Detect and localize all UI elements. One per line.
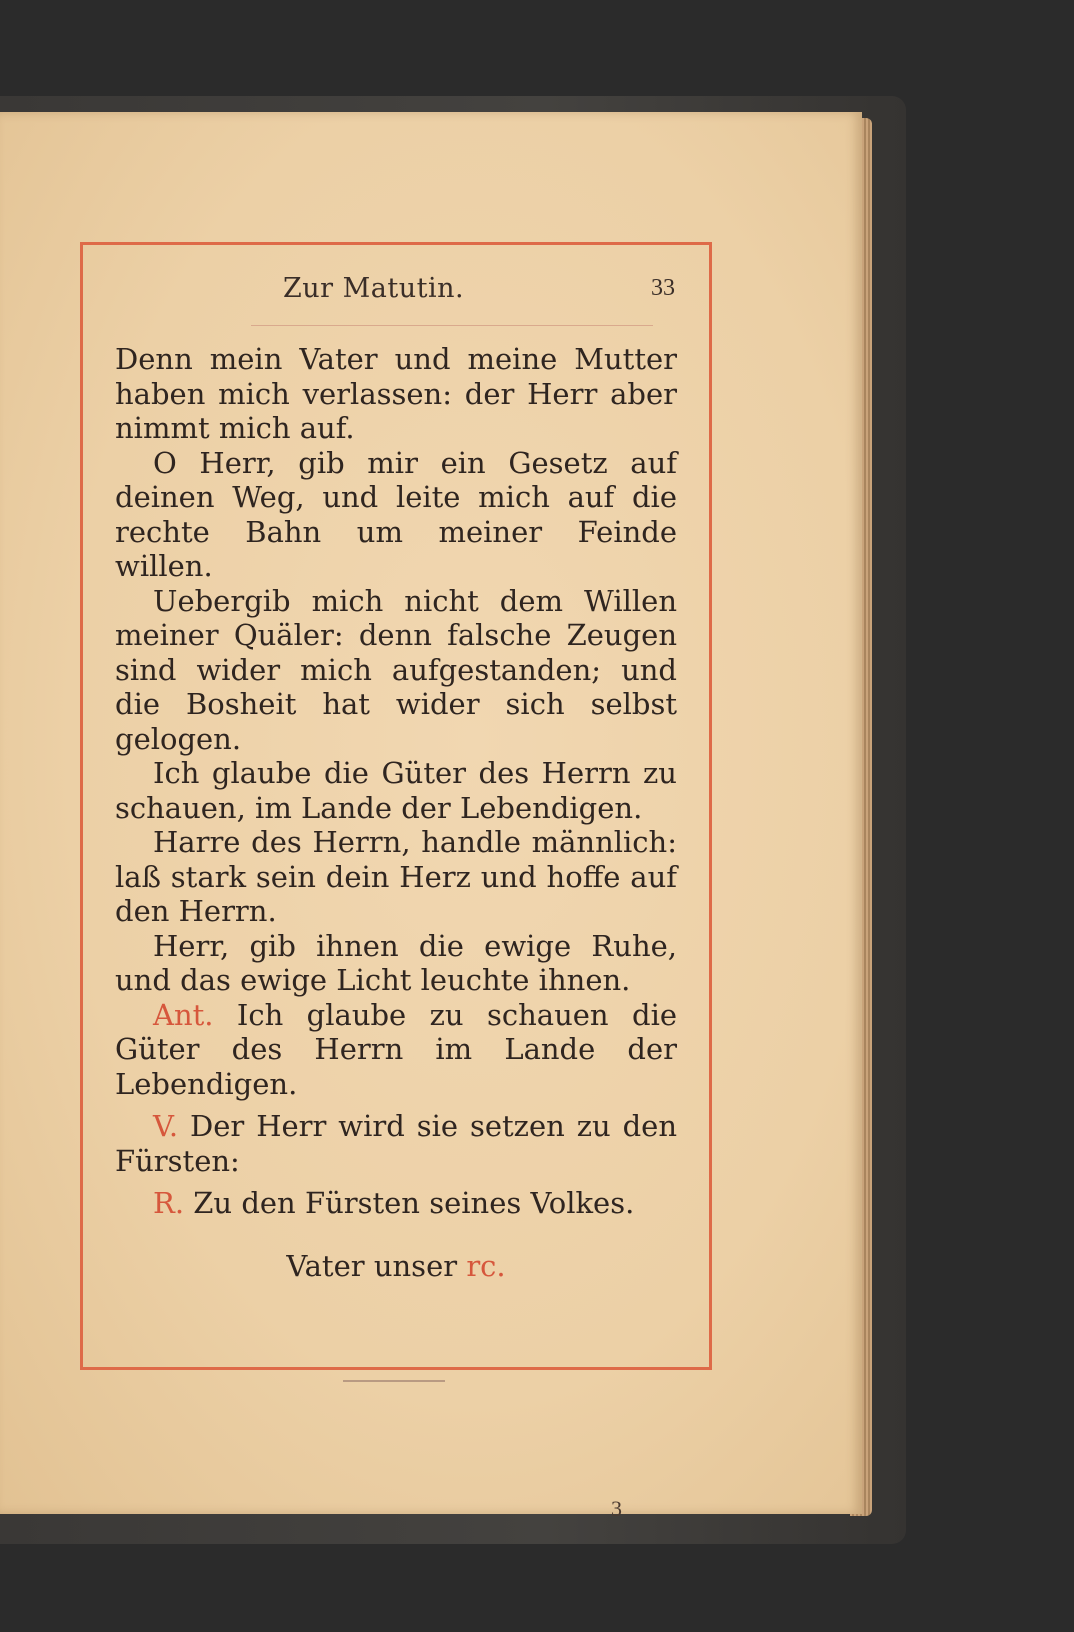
running-head [83, 273, 709, 313]
signature-mark: 3 [611, 1496, 622, 1521]
body-text [115, 342, 677, 1283]
book-page [0, 112, 862, 1521]
end-rule [343, 1380, 445, 1382]
running-title: Zur Matutin. [283, 273, 465, 304]
response-text: Zu den Fürsten seines Volkes. [193, 1186, 635, 1220]
closing-etc: rc. [466, 1248, 506, 1283]
paragraph: Denn mein Vater und meine Mutter haben mich verlassen: der Herr aber nimmt mich auf. [115, 342, 677, 445]
response [115, 1186, 677, 1221]
versicle-text: Der Herr wird sie setzen zu den Fürsten: [115, 1109, 677, 1178]
paragraph: Harre des Herrn, handle männlich: laß stark sein dein Herz und hoffe auf den Herrn. [115, 825, 677, 928]
paragraph: Ich glaube die Güter des Herrn zu schauen, im Lande der Lebendigen. [115, 756, 677, 825]
antiphon [115, 998, 677, 1102]
paragraph: Herr, gib ihnen die ewige Ruhe, und das ewige Licht leuchte ihnen. [115, 928, 677, 997]
head-rule [251, 325, 653, 326]
antiphon-marker: Ant. [153, 997, 214, 1032]
closing-line [115, 1249, 677, 1284]
paragraph: O Herr, gib mir ein Gesetz auf deinen Weg, und leite mich auf die rechte Bahn um meiner Feinde willen. [115, 445, 677, 583]
antiphon-text: Ich glaube zu schauen die Güter des Herrn im Lande der Lebendigen. [115, 997, 677, 1101]
page-number: 33 [651, 275, 675, 301]
red-frame [80, 242, 712, 1370]
versicle-marker: V. [153, 1109, 179, 1143]
paragraph: Uebergib mich nicht dem Willen meiner Quäler: denn falsche Zeugen sind wider mich aufgestanden; und die Bosheit hat wider sich selbst gelogen. [115, 583, 677, 756]
versicle [115, 1109, 677, 1178]
closing-text: Vater unser [286, 1248, 458, 1283]
response-marker: R. [153, 1186, 185, 1220]
